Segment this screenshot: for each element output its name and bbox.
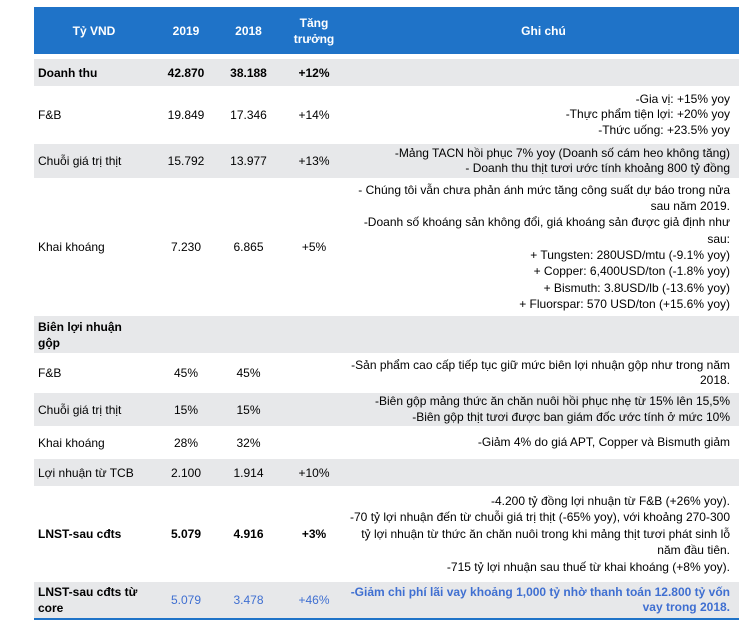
note-line: -Giảm 4% do giá APT, Copper và Bismuth giảm xyxy=(477,434,730,449)
table-row xyxy=(34,459,739,489)
value-growth: +10% xyxy=(298,465,330,480)
table-header xyxy=(34,7,739,54)
row-label: Chuỗi giá trị thịt xyxy=(38,154,122,168)
value-2019: 19.849 xyxy=(167,108,205,122)
note-line: -Thực phẩm tiện lợi: +20% yoy xyxy=(565,107,730,122)
note-line: -4.200 tỷ đồng lợi nhuận từ F&B (+26% yoy). xyxy=(490,493,730,508)
note-line: - Chúng tôi vẫn chưa phản ánh mức tăng công suất dự báo trong nửa xyxy=(358,182,730,197)
row-note xyxy=(348,394,739,425)
row-note xyxy=(348,92,739,139)
value-2018: 13.977 xyxy=(230,154,267,168)
row-note xyxy=(348,182,739,312)
table-row xyxy=(34,89,739,144)
row-label: Biên lợi nhuận gộp xyxy=(38,319,122,350)
note-line: + Fluorspar: 570 USD/ton (+15.6% yoy) xyxy=(519,296,730,311)
note-line: -Sản phẩm cao cấp tiếp tục giữ mức biên lợi nhuận gộp như trong năm xyxy=(351,357,730,372)
value-2018: 1.914 xyxy=(233,465,264,480)
value-2019: 5.079 xyxy=(170,593,202,607)
value-2018: 6.865 xyxy=(233,240,264,254)
note-line: tỷ lợi nhuận từ thức ăn chăn nuôi trong khi mảng thịt tươi phát sinh lỗ xyxy=(361,526,730,541)
value-2019: 28% xyxy=(173,435,199,450)
note-line: 2018. xyxy=(699,373,730,387)
value-2018: 32% xyxy=(236,435,261,450)
note-line: + Bismuth: 3.8USD/lb (-13.6% yoy) xyxy=(543,280,730,295)
row-note xyxy=(348,358,739,389)
value-2019: 42.870 xyxy=(167,65,205,80)
header-2019: 2019 xyxy=(172,24,200,38)
row-label: F&B xyxy=(38,366,62,380)
value-growth: +46% xyxy=(298,593,330,607)
header-growth-2: trưởng xyxy=(293,32,335,46)
note-line: -715 tỷ lợi nhuận sau thuế từ khai khoáng (+8% yoy). xyxy=(446,559,730,574)
note-line: -Gia vị: +15% yoy xyxy=(635,91,730,106)
table-row xyxy=(34,316,739,356)
value-growth: +14% xyxy=(298,108,330,122)
value-2019: 5.079 xyxy=(170,527,202,541)
note-line: năm đầu tiên. xyxy=(657,543,730,558)
note-line: + Copper: 6,400USD/ton (-1.8% yoy) xyxy=(533,264,730,279)
value-2018: 45% xyxy=(236,366,261,380)
value-2018: 15% xyxy=(236,402,261,417)
value-growth: +13% xyxy=(298,154,330,168)
bottom-rule xyxy=(34,618,739,620)
note-line: + Tungsten: 280USD/mtu (-9.1% yoy) xyxy=(530,248,730,262)
table-row xyxy=(34,356,739,393)
value-growth: +12% xyxy=(298,65,330,80)
note-line: sau: xyxy=(707,231,730,246)
note-line: -Giảm chi phí lãi vay khoảng 1,000 tỷ nhờ thanh toán 12.800 tỷ vốn xyxy=(350,584,730,599)
note-line: -Mảng TACN hồi phục 7% yoy (Doanh số cám heo không tăng) xyxy=(394,145,730,160)
table-row xyxy=(34,429,739,459)
row-label: Doanh thu xyxy=(38,65,98,80)
row-label: LNST-sau cđts xyxy=(38,527,122,541)
header-2018: 2018 xyxy=(235,24,262,38)
row-note xyxy=(348,435,739,451)
row-label: Chuỗi giá trị thịt xyxy=(38,402,122,417)
note-line: -Biên gộp thịt tươi được ban giám đốc ước tính ở mức 10% xyxy=(412,409,730,424)
table-row xyxy=(34,393,739,429)
row-note xyxy=(348,493,739,576)
note-line: -Doanh số khoáng sản không đổi, giá khoáng sản được giả định như xyxy=(363,215,730,230)
value-2018: 3.478 xyxy=(233,593,264,607)
value-2019: 45% xyxy=(173,366,199,380)
value-2019: 15% xyxy=(173,402,199,417)
table-row xyxy=(34,59,739,89)
row-label: F&B xyxy=(38,108,62,122)
table-row xyxy=(34,582,739,618)
row-note xyxy=(348,146,739,177)
value-2019: 7.230 xyxy=(170,240,202,254)
table-row xyxy=(34,489,739,582)
value-2018: 17.346 xyxy=(230,108,267,122)
value-growth: +5% xyxy=(301,240,327,254)
row-note xyxy=(348,585,739,616)
note-line: -70 tỷ lợi nhuận đến từ chuỗi giá trị thịt (-65% yoy), với khoảng 270-300 xyxy=(350,510,730,525)
financial-table xyxy=(34,7,739,620)
table-row xyxy=(34,144,739,181)
value-2018: 4.916 xyxy=(233,527,264,541)
row-label: LNST-sau cđts từ core xyxy=(38,585,138,615)
header-growth-1: Tăng xyxy=(299,16,329,30)
row-label: Khai khoáng xyxy=(38,435,105,450)
note-line: vay trong 2018. xyxy=(642,600,730,614)
value-2019: 2.100 xyxy=(170,465,202,480)
value-growth: +3% xyxy=(301,527,327,541)
header-unit: Tỷ VND xyxy=(72,24,116,38)
table-row xyxy=(34,181,739,316)
row-label: Lợi nhuận từ TCB xyxy=(38,465,134,480)
note-line: sau năm 2019. xyxy=(650,199,730,214)
value-2019: 15.792 xyxy=(167,154,205,168)
header-note: Ghi chú xyxy=(521,24,566,38)
note-line: - Doanh thu thịt tươi ước tính khoảng 800 tỷ đồng xyxy=(465,161,730,175)
row-label: Khai khoáng xyxy=(38,240,105,254)
note-line: -Biên gộp mảng thức ăn chăn nuôi hồi phục nhẹ từ 15% lên 15,5% xyxy=(375,394,730,408)
value-2018: 38.188 xyxy=(230,65,267,80)
note-line: -Thức uống: +23.5% yoy xyxy=(598,122,730,137)
